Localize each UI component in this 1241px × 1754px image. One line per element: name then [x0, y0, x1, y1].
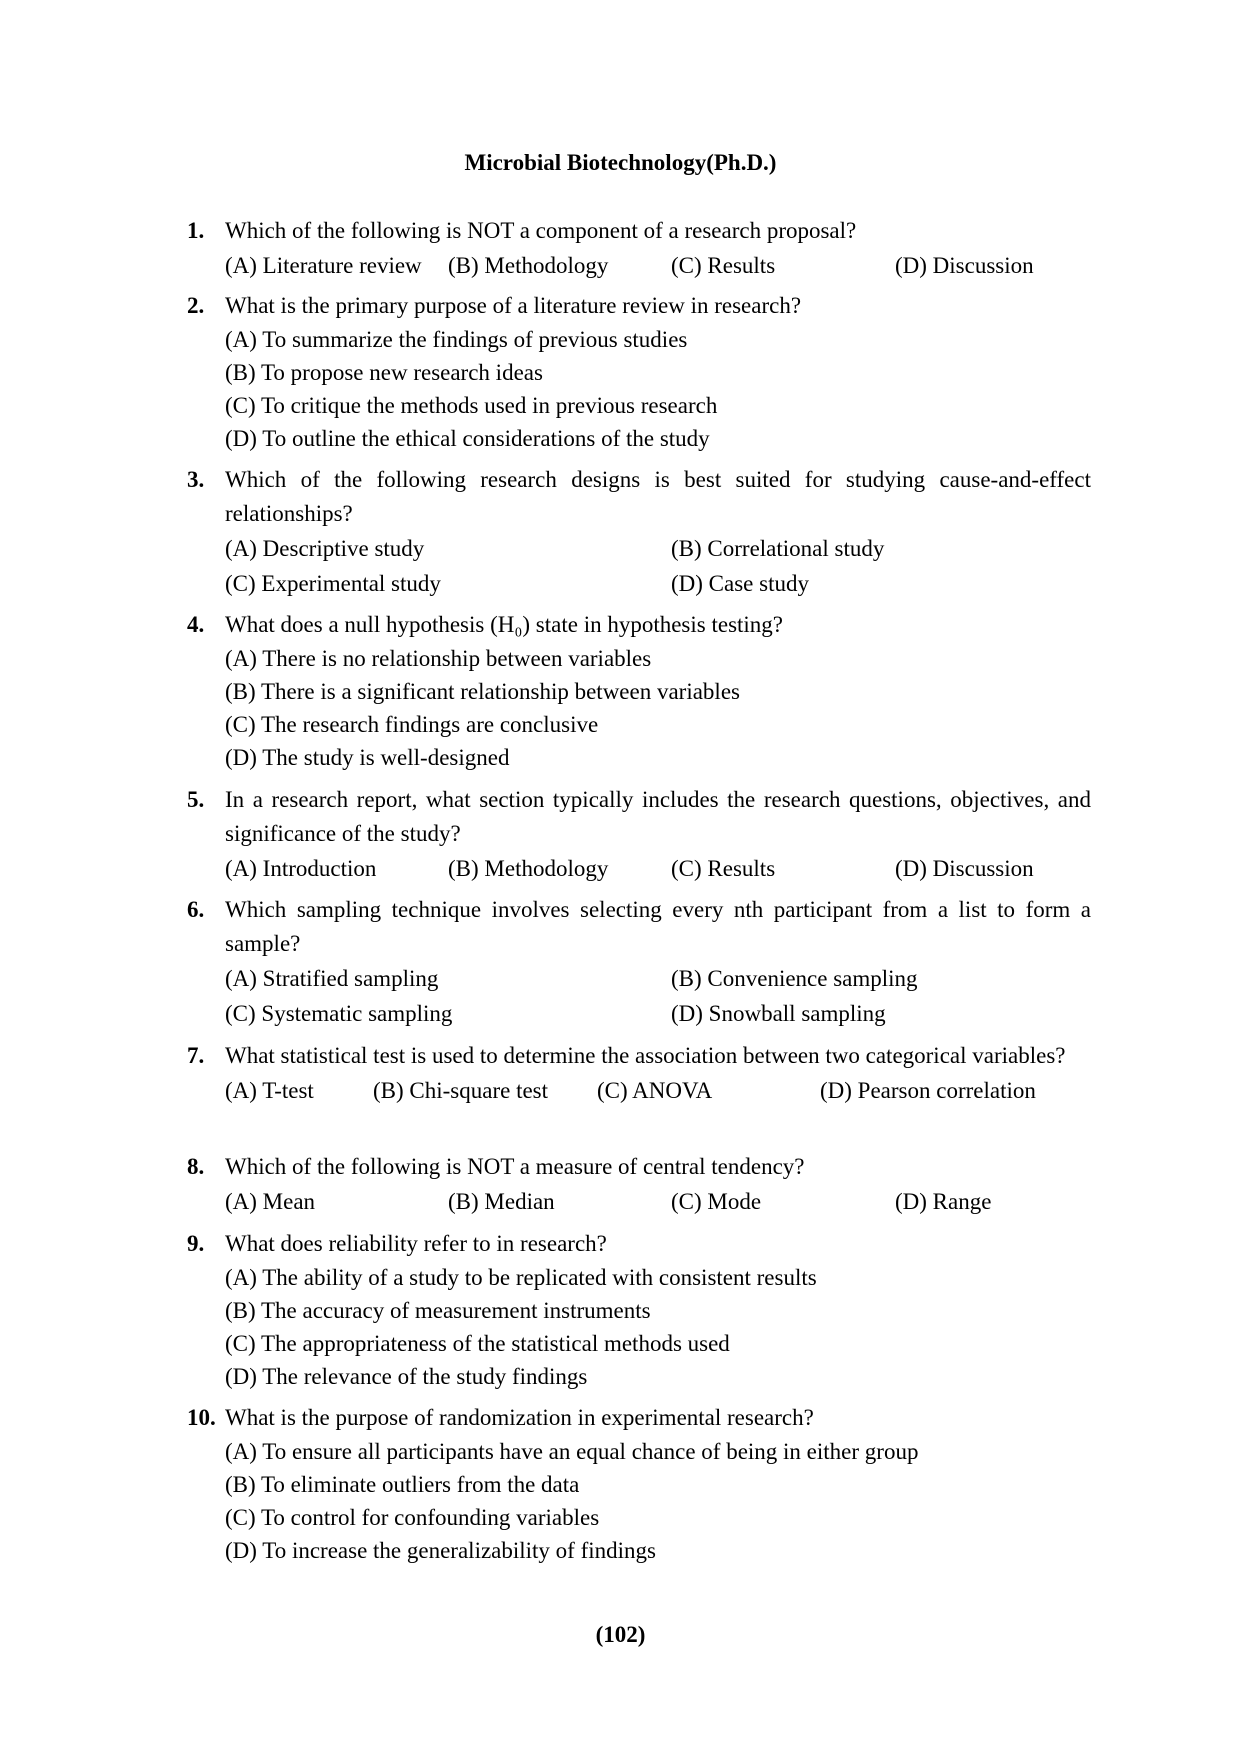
question-7	[187, 1039, 1091, 1108]
option-b: (B) To propose new research ideas	[225, 360, 543, 385]
question-text: Which sampling technique involves selecting every nth participant from a list to form a sample?	[225, 897, 1091, 956]
question-5	[187, 783, 1091, 886]
question-number: 5.	[187, 787, 205, 812]
question-number: 4.	[187, 612, 205, 637]
option-b: (B) There is a significant relationship between variables	[225, 679, 740, 704]
option-d: (D) Snowball sampling	[671, 1001, 886, 1026]
question-1	[187, 214, 1091, 283]
option-b: (B) Correlational study	[671, 536, 885, 561]
question-text: What is the primary purpose of a literature review in research?	[225, 293, 802, 318]
question-text: Which of the following is NOT a measure of central tendency?	[225, 1154, 805, 1179]
question-2	[187, 289, 1091, 455]
option-a: (A) Literature review	[225, 253, 422, 278]
option-b: (B) Methodology	[448, 856, 609, 881]
option-d: (D) To increase the generalizability of findings	[225, 1538, 656, 1563]
option-c: (C) Results	[671, 856, 776, 881]
option-a: (A) The ability of a study to be replicated with consistent results	[225, 1265, 817, 1290]
question-number: 1.	[187, 218, 205, 243]
option-a: (A) Descriptive study	[225, 536, 425, 561]
option-c: (C) Mode	[671, 1189, 762, 1214]
option-d: (D) Discussion	[895, 253, 1034, 278]
option-a: (A) T-test	[225, 1078, 314, 1103]
page-title: Microbial Biotechnology(Ph.D.)	[464, 150, 777, 175]
option-a: (A) To ensure all participants have an equal chance of being in either group	[225, 1439, 919, 1464]
option-c: (C) ANOVA	[597, 1078, 713, 1103]
option-d: (D) Range	[895, 1189, 992, 1214]
question-10	[187, 1401, 1091, 1567]
option-d: (D) The study is well-designed	[225, 745, 510, 770]
question-text: What does a null hypothesis (H₀) state in hypothesis testing?	[225, 612, 784, 637]
option-a: (A) Mean	[225, 1189, 316, 1214]
question-3	[187, 463, 1091, 601]
question-number: 2.	[187, 293, 205, 318]
option-c: (C) The research findings are conclusive	[225, 712, 599, 737]
option-d: (D) Discussion	[895, 856, 1034, 881]
option-a: (A) There is no relationship between variables	[225, 646, 652, 671]
question-text: What statistical test is used to determine the association between two categorical variables?	[225, 1043, 1066, 1068]
option-d: (D) Case study	[671, 571, 809, 596]
option-b: (B) To eliminate outliers from the data	[225, 1472, 580, 1497]
question-number: 3.	[187, 467, 205, 492]
option-d: (D) The relevance of the study findings	[225, 1364, 588, 1389]
question-4	[187, 608, 1091, 774]
option-c: (C) To critique the methods used in previous research	[225, 393, 718, 418]
question-9	[187, 1227, 1091, 1393]
question-text: What does reliability refer to in research?	[225, 1231, 607, 1256]
option-b: (B) Median	[448, 1189, 555, 1214]
question-text: Which of the following is NOT a component of a research proposal?	[225, 218, 857, 243]
question-number: 7.	[187, 1043, 205, 1068]
option-c: (C) To control for confounding variables	[225, 1505, 600, 1530]
page-number: (102)	[595, 1622, 646, 1647]
option-b: (B) Chi-square test	[373, 1078, 549, 1103]
option-b: (B) Convenience sampling	[671, 966, 918, 991]
question-text: In a research report, what section typically includes the research questions, objectives, and significance of the study?	[225, 787, 1091, 846]
option-d: (D) To outline the ethical considerations of the study	[225, 426, 710, 451]
option-b: (B) The accuracy of measurement instruments	[225, 1298, 651, 1323]
option-c: (C) Systematic sampling	[225, 1001, 453, 1026]
question-6	[187, 893, 1091, 1031]
question-text: What is the purpose of randomization in experimental research?	[225, 1405, 814, 1430]
question-number: 8.	[187, 1154, 205, 1179]
option-c: (C) The appropriateness of the statistical methods used	[225, 1331, 730, 1356]
question-number: 6.	[187, 897, 205, 922]
option-c: (C) Results	[671, 253, 776, 278]
option-d: (D) Pearson correlation	[820, 1078, 1036, 1103]
option-c: (C) Experimental study	[225, 571, 441, 596]
option-a: (A) Introduction	[225, 856, 377, 881]
option-a: (A) To summarize the findings of previous studies	[225, 327, 688, 352]
question-text: Which of the following research designs is best suited for studying cause-and-effect relationships?	[225, 467, 1091, 526]
option-a: (A) Stratified sampling	[225, 966, 439, 991]
question-number: 10.	[187, 1405, 216, 1430]
option-b: (B) Methodology	[448, 253, 609, 278]
question-8	[187, 1150, 1091, 1219]
question-number: 9.	[187, 1231, 205, 1256]
